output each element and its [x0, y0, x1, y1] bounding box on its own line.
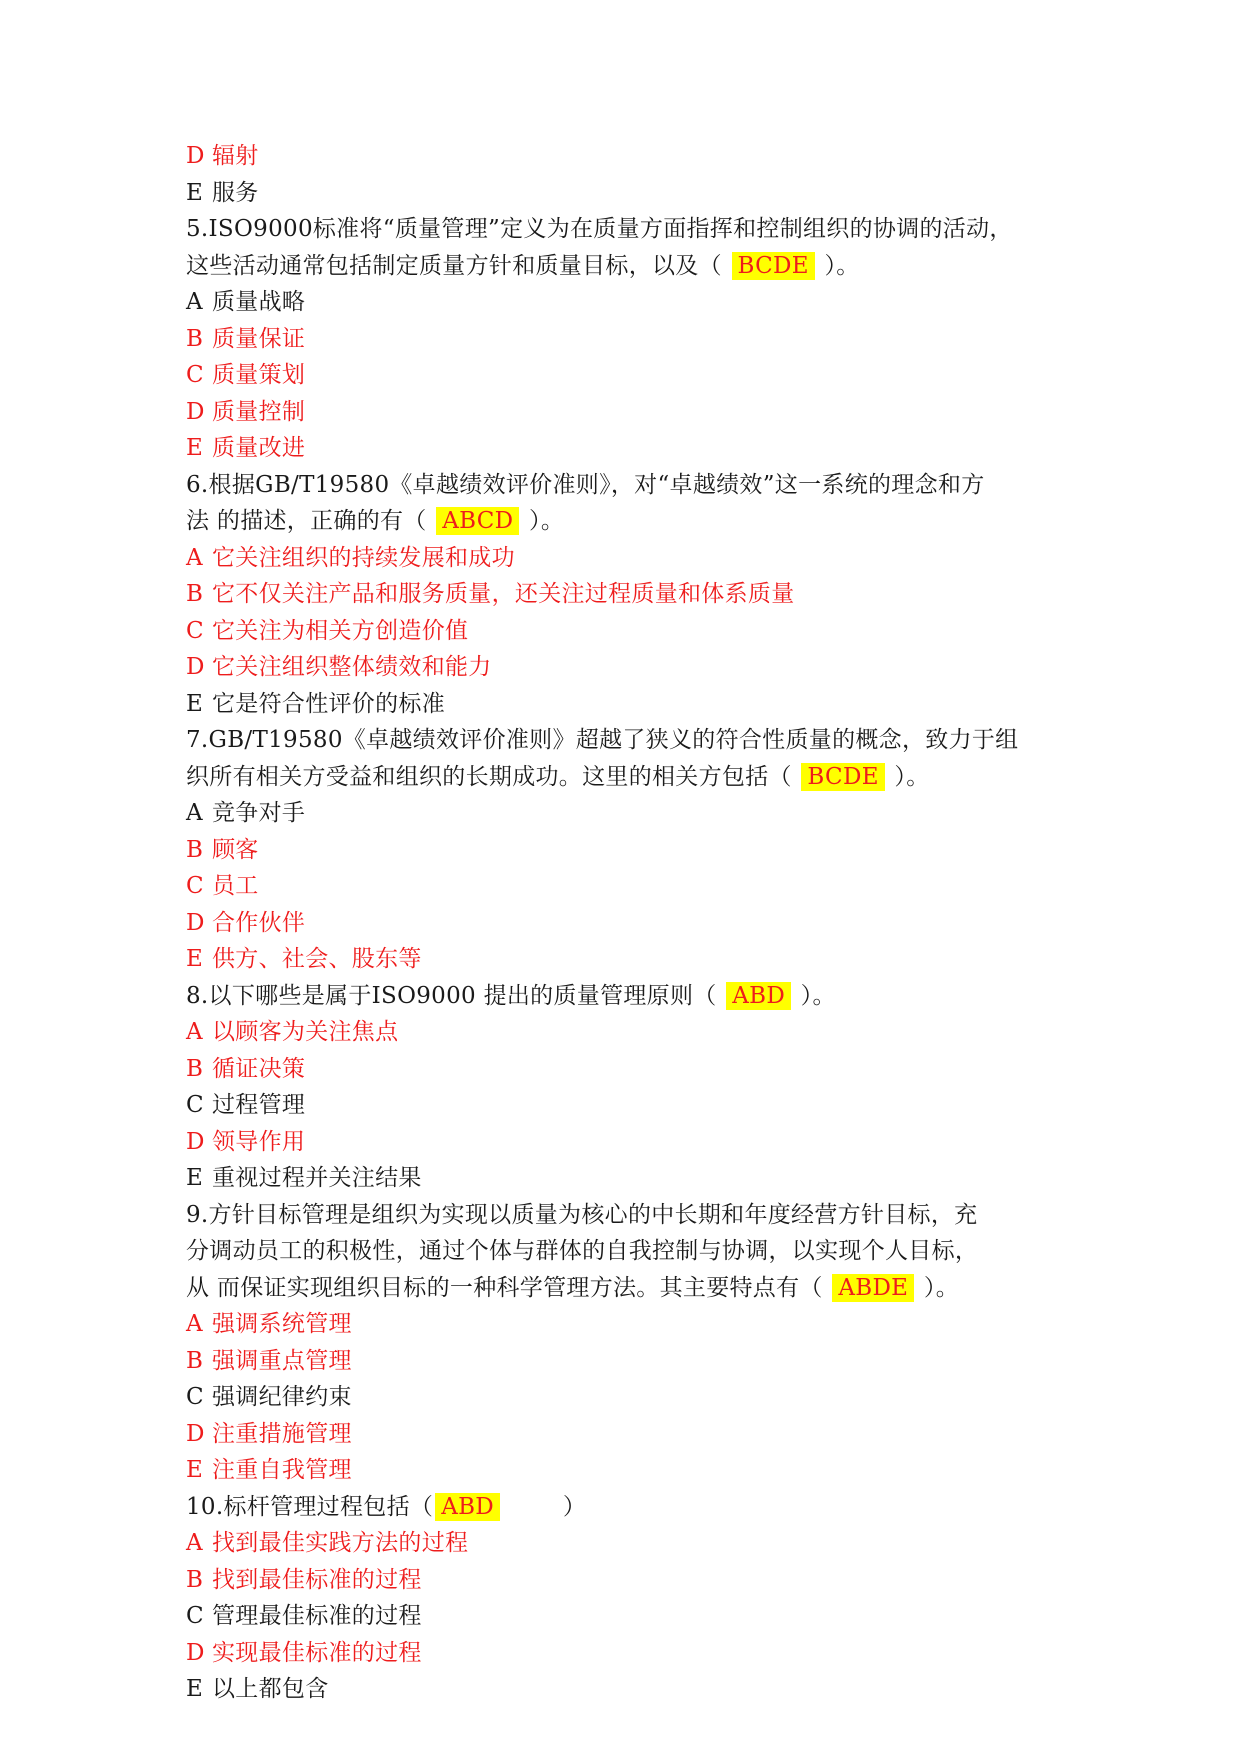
answer-option	[186, 905, 1066, 942]
answer-option	[186, 1598, 1066, 1635]
option-text: 找到最佳标准的过程	[212, 1566, 422, 1593]
option-letter: A	[186, 544, 203, 571]
option-text: 质量保证	[212, 325, 306, 352]
question-text: 这些活动通常包括制定质量方针和质量目标，以及（	[186, 252, 730, 279]
question-line	[186, 1233, 1066, 1270]
answer-key-highlight: BCDE	[801, 763, 884, 791]
option-text: 重视过程并关注结果	[212, 1165, 422, 1191]
option-text: 找到最佳实践方法的过程	[212, 1530, 469, 1556]
option-text: 过程管理	[212, 1092, 306, 1118]
question-line	[186, 722, 1066, 759]
option-text: 强调系统管理	[212, 1311, 352, 1337]
option-text: 质量策划	[212, 362, 306, 388]
answer-option	[186, 576, 1066, 613]
option-letter: D	[186, 1639, 205, 1666]
option-letter: B	[186, 1566, 204, 1593]
answer-key-highlight: ABD	[726, 982, 791, 1010]
answer-option	[186, 1343, 1066, 1380]
option-text: 注重措施管理	[212, 1420, 352, 1447]
answer-option	[186, 795, 1066, 832]
answer-option	[186, 394, 1066, 431]
answer-option	[186, 138, 1066, 175]
question-line	[186, 1270, 1066, 1307]
option-letter: A	[186, 800, 203, 826]
option-text: 它关注为相关方创造价值	[212, 617, 469, 644]
option-letter: A	[186, 1530, 203, 1556]
option-text: 竞争对手	[212, 800, 306, 826]
option-letter: E	[186, 1676, 204, 1702]
option-letter: C	[186, 873, 204, 899]
answer-option	[186, 941, 1066, 978]
answer-option	[186, 1452, 1066, 1489]
option-letter: D	[186, 909, 205, 936]
question-line	[186, 978, 1066, 1015]
option-text: 领导作用	[212, 1128, 306, 1155]
question-line	[186, 1197, 1066, 1234]
question-line	[186, 248, 1066, 285]
option-letter: D	[186, 398, 205, 425]
option-letter: B	[186, 581, 204, 607]
option-letter: C	[186, 362, 204, 388]
option-letter: A	[186, 289, 203, 315]
question-text: 8.以下哪些是属于ISO9000 提出的质量管理原则（	[186, 982, 725, 1009]
answer-option	[186, 1306, 1066, 1343]
question-text: 织所有相关方受益和组织的长期成功。这里的相关方包括（	[186, 763, 800, 790]
question-line	[186, 503, 1066, 540]
answer-option	[186, 321, 1066, 358]
answer-key-highlight: ABD	[435, 1493, 500, 1521]
option-letter: B	[186, 1055, 204, 1082]
answer-option	[186, 1635, 1066, 1672]
question-text-tail: ）	[502, 1493, 587, 1520]
option-text: 员工	[212, 873, 259, 899]
answer-option	[186, 1087, 1066, 1124]
answer-option	[186, 1379, 1066, 1416]
option-letter: D	[186, 654, 205, 680]
option-text: 顾客	[212, 836, 259, 863]
question-text: 从 而保证实现组织目标的一种科学管理方法。其主要特点有（	[186, 1274, 831, 1301]
answer-option	[186, 1124, 1066, 1161]
option-letter: D	[186, 1420, 205, 1447]
question-line	[186, 1489, 1066, 1526]
answer-option	[186, 175, 1066, 212]
option-text: 管理最佳标准的过程	[212, 1603, 422, 1629]
option-text: 它不仅关注产品和服务质量，还关注过程质量和体系质量	[212, 581, 795, 607]
answer-option	[186, 1160, 1066, 1197]
question-text: 5.ISO9000标准将“质量管理”定义为在质量方面指挥和控制组织的协调的活动，	[186, 216, 1013, 242]
question-text-tail: ）。	[793, 982, 836, 1009]
answer-option	[186, 1051, 1066, 1088]
option-letter: B	[186, 1347, 204, 1374]
answer-option	[186, 1525, 1066, 1562]
option-text: 质量控制	[212, 398, 306, 425]
option-letter: E	[186, 690, 204, 717]
answer-option	[186, 832, 1066, 869]
option-text: 服务	[212, 179, 259, 206]
document-body	[186, 138, 1066, 1708]
option-text: 供方、社会、股东等	[212, 946, 422, 972]
option-text: 强调纪律约束	[212, 1384, 352, 1410]
option-letter: E	[186, 946, 204, 972]
question-text: 10.标杆管理过程包括（	[186, 1493, 434, 1520]
question-text: 7.GB/T19580《卓越绩效评价准则》超越了狭义的符合性质量的概念，致力于组	[186, 727, 1019, 753]
option-text: 辐射	[212, 143, 259, 169]
answer-option	[186, 1416, 1066, 1453]
option-text: 质量战略	[212, 289, 306, 315]
question-text: 9.方针目标管理是组织为实现以质量为核心的中长期和年度经营方针目标，充	[186, 1201, 978, 1228]
option-letter: A	[186, 1019, 203, 1045]
option-text: 实现最佳标准的过程	[212, 1639, 422, 1666]
option-text: 它关注组织的持续发展和成功	[212, 544, 515, 571]
option-letter: C	[186, 1092, 204, 1118]
option-text: 以上都包含	[212, 1676, 329, 1702]
answer-option	[186, 430, 1066, 467]
option-text: 强调重点管理	[212, 1347, 352, 1374]
option-letter: E	[186, 435, 204, 461]
option-letter: D	[186, 143, 205, 169]
question-line	[186, 467, 1066, 504]
option-letter: A	[186, 1311, 203, 1337]
answer-key-highlight: BCDE	[732, 252, 815, 280]
answer-key-highlight: ABDE	[832, 1274, 914, 1302]
answer-option	[186, 868, 1066, 905]
question-text-tail: ）。	[521, 508, 565, 534]
option-text: 质量改进	[212, 435, 306, 461]
answer-option	[186, 1014, 1066, 1051]
option-letter: E	[186, 1457, 204, 1483]
answer-option	[186, 686, 1066, 723]
question-text: 6.根据GB/T19580《卓越绩效评价准则》，对“卓越绩效”这一系统的理念和方	[186, 471, 985, 498]
option-text: 它关注组织整体绩效和能力	[212, 654, 492, 680]
question-text-tail: ）。	[816, 252, 860, 279]
option-letter: E	[186, 1165, 204, 1191]
option-letter: B	[186, 836, 204, 863]
answer-option	[186, 540, 1066, 577]
option-text: 以顾客为关注焦点	[212, 1019, 399, 1045]
answer-option	[186, 613, 1066, 650]
question-line	[186, 211, 1066, 248]
option-letter: E	[186, 179, 204, 206]
answer-option	[186, 649, 1066, 686]
answer-option	[186, 284, 1066, 321]
question-line	[186, 759, 1066, 796]
option-letter: C	[186, 617, 204, 644]
question-text-tail: ）。	[886, 763, 930, 790]
option-text: 循证决策	[212, 1055, 306, 1082]
option-letter: C	[186, 1384, 204, 1410]
option-text: 合作伙伴	[212, 909, 306, 936]
option-text: 注重自我管理	[212, 1457, 352, 1483]
answer-option	[186, 1562, 1066, 1599]
question-text: 法 的描述，正确的有（	[186, 508, 435, 534]
answer-key-highlight: ABCD	[436, 507, 519, 535]
option-letter: C	[186, 1603, 204, 1629]
option-letter: D	[186, 1128, 205, 1155]
question-text: 分调动员工的积极性，通过个体与群体的自我控制与协调，以实现个人目标，	[186, 1238, 979, 1264]
question-text-tail: ）。	[916, 1274, 959, 1301]
answer-option	[186, 1671, 1066, 1708]
option-text: 它是符合性评价的标准	[212, 690, 445, 717]
option-letter: B	[186, 325, 204, 352]
answer-option	[186, 357, 1066, 394]
